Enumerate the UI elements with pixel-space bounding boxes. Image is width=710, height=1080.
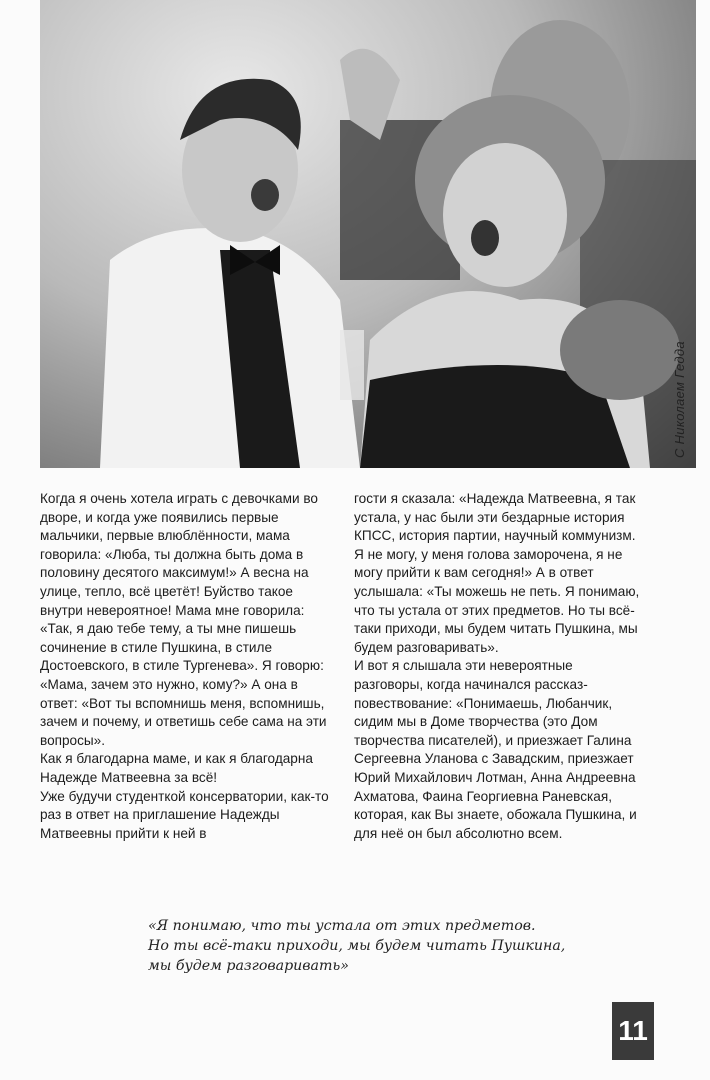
quote-line: Но ты всё-таки приходи, мы будем читать Пушкина, (148, 938, 566, 954)
quote-line: мы будем разговаривать» (148, 958, 349, 974)
photo (40, 0, 696, 468)
pull-quote (148, 916, 598, 976)
article-column-left (40, 490, 330, 843)
paragraph: гости я сказала: «Надежда Матвеевна, я так устала, у нас были эти бездарные история КПСС, история партии, научный коммунизм. Я не могу, у меня голова заморочена, я не могу прийти к вам сегодня!» А в ответ услышала: «Ты можешь не петь. Я понимаю, что ты устала от этих предметов. Но ты всё-таки приходи, мы будем читать Пушкина, мы будем разговаривать». (354, 491, 640, 655)
page-number: 11 (612, 1002, 654, 1060)
paragraph: Как я благодарна маме, и как я благодарна Надежде Матвеевна за всё! (40, 751, 313, 785)
quote-line: «Я понимаю, что ты устала от этих предметов. (148, 918, 536, 934)
paragraph: Уже будучи студенткой консерватории, как-то раз в ответ на приглашение Надежды Матвеевны прийти к ней в (40, 788, 329, 841)
article-column-right (354, 490, 644, 843)
photo-icon (40, 0, 696, 468)
photo-caption: С Николаем Гедда (672, 341, 687, 458)
paragraph: Когда я очень хотела играть с девочками во дворе, и когда уже появились первые мальчики, первые влюблённости, мама говорила: «Люба, ты должна быть дома в половину десятого максимум!» А весна на улице, тепло, всё цветёт! Буйство такое внутри невероятное! Мама мне говорила: «Так, я даю тебе тему, а ты мне пишешь сочинение в стиле Пушкина, в стиле Достоевского, в стиле Тургенева». Я говорю: «Мама, зачем это нужно, кому?» А она в ответ: «Вот ты вспомнишь меня, вспомнишь, зачем и почему, и ответишь себе сама на эти вопросы». (40, 491, 327, 748)
paragraph: И вот я слышала эти невероятные разговоры, когда начинался рассказ-повествование: «Понимаешь, Любанчик, сидим мы в Доме творчества (это Дом творчества писателей), и приезжает Галина Сергеевна Уланова с Завадским, приезжает Юрий Михайлович Лотман, Анна Андреевна Ахматова, Фаина Георгиевна Раневская, которая, как Вы знаете, обожала Пушкина, и для неё он был абсолютно всем. (354, 658, 637, 841)
